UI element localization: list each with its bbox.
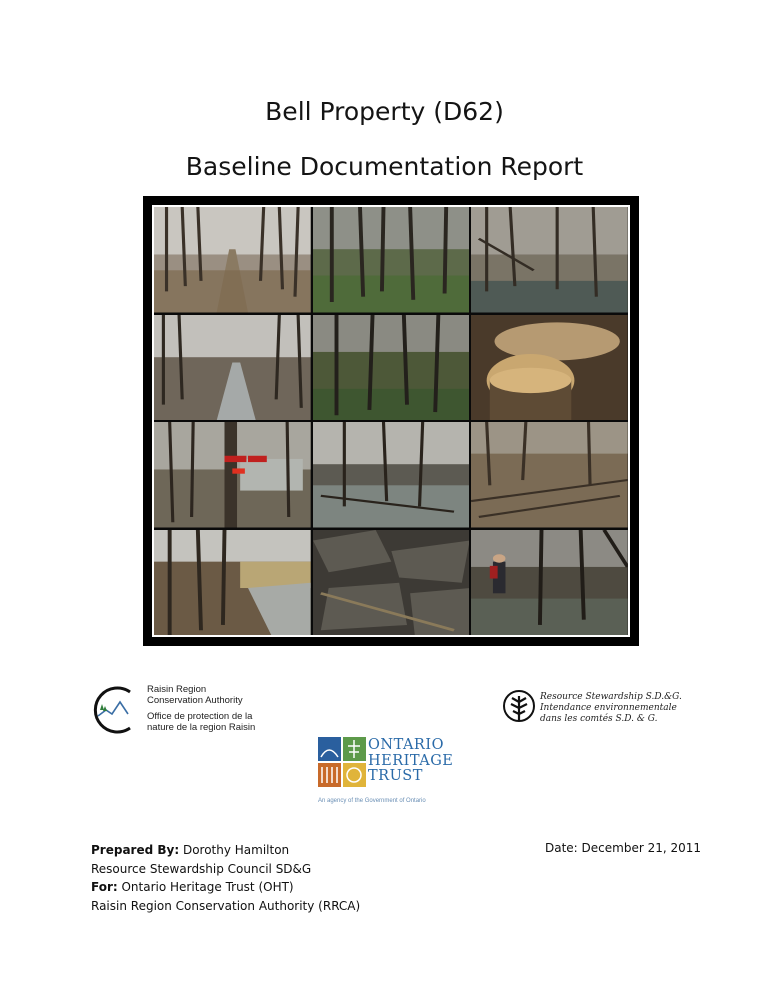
rrca-name-fr-line2: nature de la region Raisin <box>147 722 256 733</box>
photo-beaver-debris <box>313 530 470 636</box>
rss-name-fr-line1: Intendance environnementale <box>540 703 677 713</box>
rss-text <box>540 692 682 725</box>
rrca-text <box>147 684 255 733</box>
oht-name-line1: ONTARIO <box>368 737 444 753</box>
photo-mossy-forest <box>313 207 470 313</box>
rrca-name-line2: Conservation Authority <box>147 695 243 706</box>
photo-collage <box>143 196 639 646</box>
rrca-emblem-icon <box>90 684 142 736</box>
photo-forest-trail <box>154 207 311 313</box>
photo-wet-clearing <box>154 530 311 636</box>
oht-name-line3: TRUST <box>368 768 423 784</box>
prepared-by-label: Prepared By: <box>91 843 180 857</box>
report-date: Date: December 21, 2011 <box>545 841 702 855</box>
rss-logo <box>502 690 692 734</box>
photo-fallen-branches <box>471 422 628 528</box>
photo-signpost-trees <box>154 422 311 528</box>
rrca-name-line1: Raisin Region <box>147 684 207 695</box>
photo-grid <box>154 207 628 635</box>
credits-block <box>91 841 360 915</box>
rss-name: Resource Stewardship S.D.&G. <box>540 692 682 702</box>
rss-name-fr-line2: dans les comtés S.D. & G. <box>540 714 658 724</box>
rrca-logo <box>90 684 290 736</box>
photo-person-in-swamp <box>471 530 628 636</box>
oht-name-line2: HERITAGE <box>368 752 454 769</box>
oht-tagline: An agency of the Government of Ontario <box>318 798 426 804</box>
photo-beaver-chewed-stumps <box>471 315 628 421</box>
report-title-line2: Baseline Documentation Report <box>185 152 584 181</box>
photo-fallen-trees-water <box>313 422 470 528</box>
oht-name <box>368 738 453 785</box>
prepared-by-line <box>91 841 360 860</box>
for-name: Ontario Heritage Trust (OHT) <box>117 880 294 894</box>
photo-swamp-forest <box>313 315 470 421</box>
prepared-by-name: Dorothy Hamilton <box>179 843 290 857</box>
photo-flooded-trail <box>154 315 311 421</box>
oht-logo <box>318 737 478 809</box>
rrca-name-fr-line1: Office de protection de la <box>147 711 253 722</box>
for-org: Raisin Region Conservation Authority (RRCA) <box>91 898 361 913</box>
photo-flooded-forest <box>471 207 628 313</box>
for-label: For: <box>91 880 118 894</box>
rss-leaf-emblem-icon <box>502 690 536 726</box>
for-line <box>91 878 360 897</box>
prepared-by-org: Resource Stewardship Council SD&G <box>91 861 312 876</box>
report-title-line1: Bell Property (D62) <box>265 97 504 126</box>
oht-emblem-icon <box>318 737 366 787</box>
